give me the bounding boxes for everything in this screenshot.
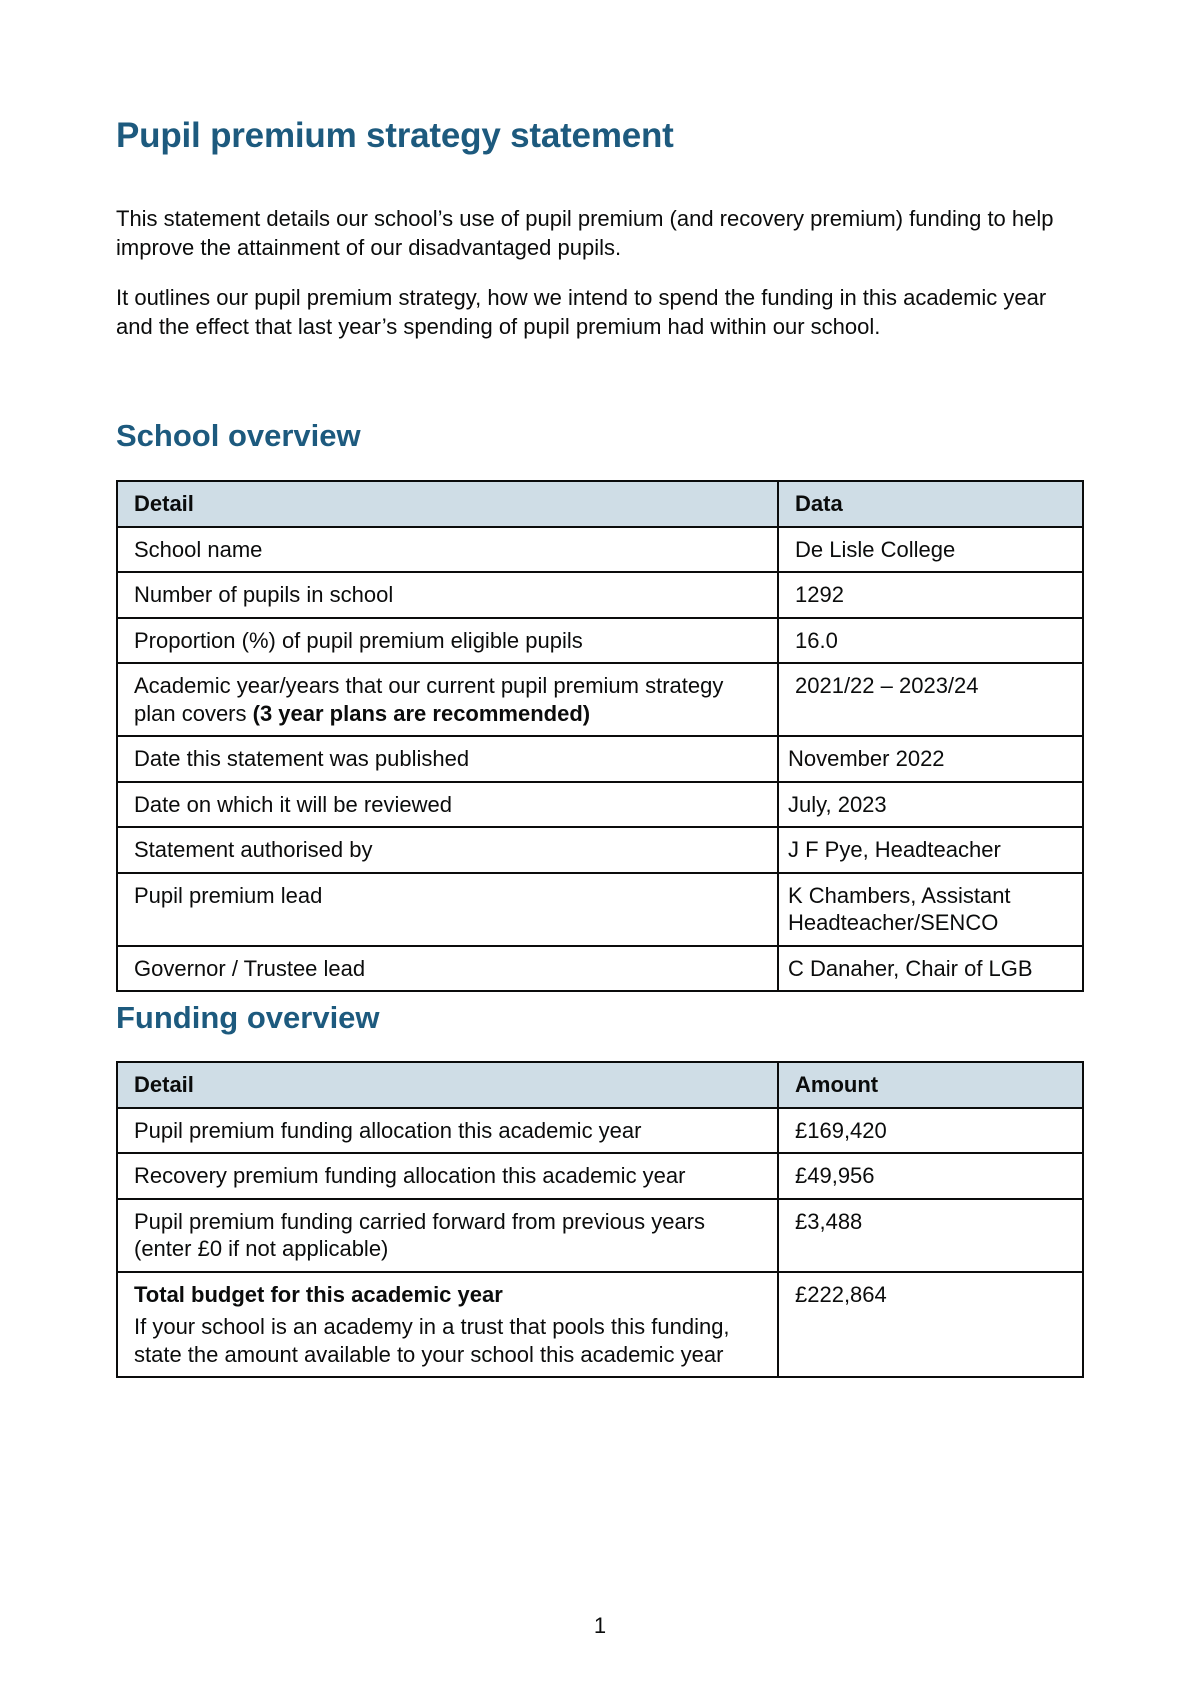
table-row [117,873,1083,946]
row-data: November 2022 [778,736,1083,782]
row-data: C Danaher, Chair of LGB [778,946,1083,992]
row-detail-emphasis: (3 year plans are recommended) [252,700,591,726]
funding-overview-heading: Funding overview [116,1000,380,1035]
row-detail: Recovery premium funding allocation this academic year [117,1153,778,1199]
column-header-detail: Detail [117,481,778,527]
column-header-detail: Detail [117,1062,778,1108]
row-detail: Proportion (%) of pupil premium eligible pupils [117,618,778,664]
school-overview-table [116,480,1084,992]
row-data: 1292 [778,572,1083,618]
row-amount: £49,956 [778,1153,1083,1199]
row-data: 2021/22 – 2023/24 [778,663,1083,736]
intro-paragraph-1: This statement details our school’s use of pupil premium (and recovery premium) funding to help improve the attainment of our disadvantaged pupils. [116,206,1054,260]
intro-paragraph-2: It outlines our pupil premium strategy, how we intend to spend the funding in this academic year and the effect that last year’s spending of pupil premium had within our school. [116,285,1047,339]
page-number: 1 [593,1613,607,1638]
row-detail: Governor / Trustee lead [117,946,778,992]
row-amount: £222,864 [778,1272,1083,1378]
table-header-row [117,1062,1083,1108]
row-detail: Pupil premium funding carried forward from previous years (enter £0 if not applicable) [117,1199,778,1272]
row-detail: Pupil premium lead [117,873,778,946]
row-detail: Statement authorised by [117,827,778,873]
school-overview-heading: School overview [116,418,361,453]
table-row [117,527,1083,573]
intro-text [116,205,1080,363]
table-row [117,1272,1083,1378]
row-detail [117,663,778,736]
row-amount: £169,420 [778,1108,1083,1154]
table-row [117,1108,1083,1154]
total-budget-note: If your school is an academy in a trust that pools this funding, state the amount available to your school this academic year [134,1314,730,1367]
row-detail-text: Academic year/years that our current pupil premium strategy plan covers [134,673,724,726]
table-row [117,782,1083,828]
row-detail: Number of pupils in school [117,572,778,618]
table-row [117,946,1083,992]
row-detail: Pupil premium funding allocation this academic year [117,1108,778,1154]
row-detail: School name [117,527,778,573]
row-amount: £3,488 [778,1199,1083,1272]
row-detail: Date this statement was published [117,736,778,782]
row-detail: Date on which it will be reviewed [117,782,778,828]
row-data: July, 2023 [778,782,1083,828]
row-detail [117,1272,778,1378]
column-header-data: Data [778,481,1083,527]
table-row [117,618,1083,664]
table-row [117,827,1083,873]
row-data: J F Pye, Headteacher [778,827,1083,873]
table-row [117,663,1083,736]
row-data: De Lisle College [778,527,1083,573]
row-data: 16.0 [778,618,1083,664]
row-data: K Chambers, Assistant Headteacher/SENCO [778,873,1083,946]
column-header-amount: Amount [778,1062,1083,1108]
funding-overview-table [116,1061,1084,1378]
total-budget-label: Total budget for this academic year [134,1281,503,1307]
page-title: Pupil premium strategy statement [116,116,674,155]
table-row [117,1153,1083,1199]
table-header-row [117,481,1083,527]
table-row [117,736,1083,782]
table-row [117,572,1083,618]
table-row [117,1199,1083,1272]
